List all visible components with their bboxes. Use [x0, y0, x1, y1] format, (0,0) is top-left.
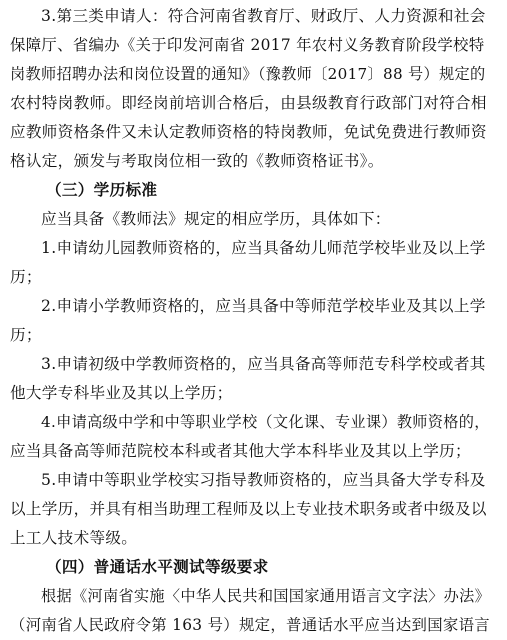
paragraph-line: 根据《河南省实施〈中华人民共和国国家通用语言文字法〉办法》 [41, 587, 491, 605]
section-heading: （三）学历标准 [46, 180, 158, 199]
list-item-line: 历； [10, 268, 42, 286]
section-heading: （四）普通话水平测试等级要求 [46, 557, 269, 576]
paragraph-line: 农村特岗教师。即经岗前培训合格后，由县级教育行政部门对符合相 [10, 94, 487, 112]
paragraph-line: 3.第三类申请人：符合河南省教育厅、财政厅、人力资源和社会 [41, 7, 486, 25]
list-item-line: 2.申请小学教师资格的，应当具备中等师范学校毕业及其以上学 [41, 297, 486, 315]
paragraph-line: 保障厅、省编办《关于印发河南省 2017 年农村义务教育阶段学校特 [10, 36, 485, 54]
list-item-line: 应当具备高等师范院校本科或者其他大学本科毕业及其以上学历； [10, 442, 471, 460]
paragraph-line: 格认定，颁发与考取岗位相一致的《教师资格证书》。 [10, 152, 384, 170]
paragraph-line: 应教师资格条件又未认定教师资格的特岗教师，免试免费进行教师资 [10, 123, 487, 141]
list-item-line: 5.申请中等职业学校实习指导教师资格的，应当具备大学专科及 [41, 471, 486, 489]
list-item-line: 历； [10, 326, 42, 344]
list-item-line: 以上学历，并具有相当助理工程师及以上专业技术职务或者中级及以 [10, 500, 487, 518]
list-item-line: 3.申请初级中学教师资格的，应当具备高等师范专科学校或者其 [41, 355, 486, 373]
paragraph-line: 岗教师招聘办法和岗位设置的通知》（豫教师〔2017〕88 号）规定的 [10, 65, 486, 83]
list-item-line: 他大学专科毕业及其以上学历； [10, 384, 233, 402]
document-page [10, 0, 490, 640]
paragraph-line: 应当具备《教师法》规定的相应学历，具体如下： [41, 210, 391, 228]
list-item-line: 上工人技术等级。 [10, 529, 138, 547]
list-item-line: 4.申请高级中学和中等职业学校（文化课、专业课）教师资格的， [41, 413, 490, 431]
list-item-line: 1.申请幼儿园教师资格的，应当具备幼儿师范学校毕业及以上学 [41, 239, 486, 257]
paragraph-line: （河南省人民政府令第 163 号）规定，普通话水平应当达到国家语言 [10, 616, 490, 634]
